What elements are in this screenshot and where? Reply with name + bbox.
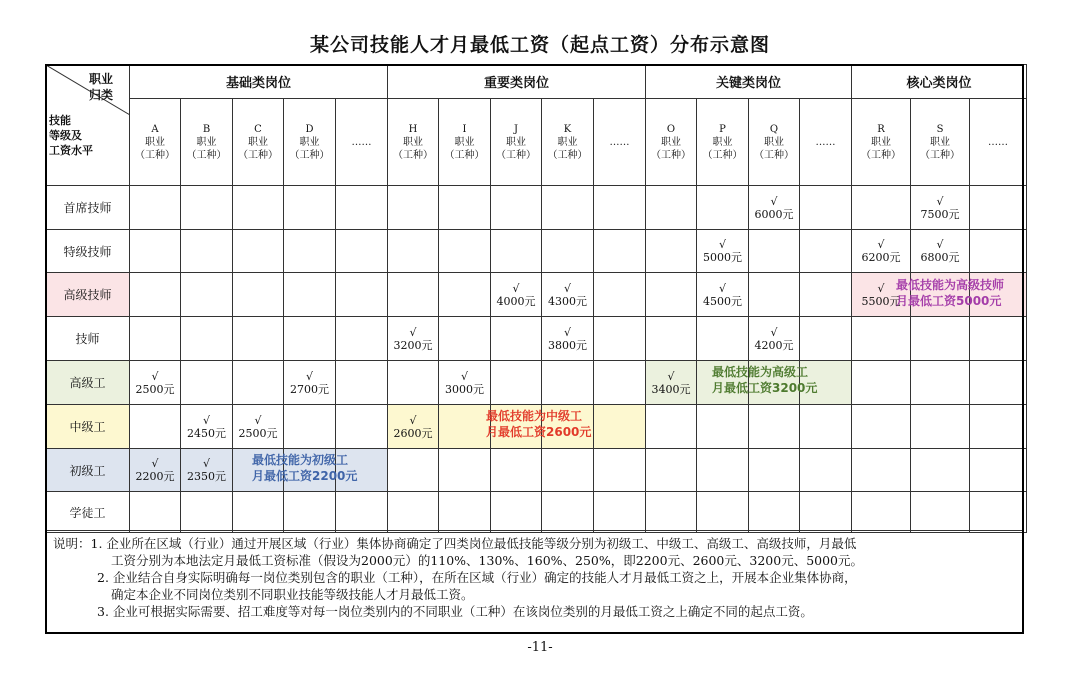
wage-mark: √ 2450元 <box>187 413 226 440</box>
occupation-d: D 职业 （工种） <box>284 99 336 186</box>
group-key: 关键类岗位 <box>646 65 852 99</box>
wage-mark: √ 3200元 <box>393 325 433 352</box>
level-label: 学徒工 <box>46 492 130 533</box>
corner-bottom-label: 技能 等级及 工资水平 <box>49 114 93 157</box>
wage-mark: √ 2500元 <box>238 413 278 440</box>
page-title: 某公司技能人才月最低工资（起点工资）分布示意图 <box>309 34 770 56</box>
note-3: 3. 企业可根据实际需要、招工难度等对每一岗位类别内的不同职业（工种）在该岗位类别的月最低工资之上确定不同的起点工资。 <box>97 604 813 619</box>
occupation-b: B 职业 （工种） <box>181 99 233 186</box>
annotation-key: 最低技能为高级工 月最低工资3200元 <box>712 365 818 395</box>
occupation-i: I 职业 （工种） <box>439 99 491 186</box>
level-label: 中级工 <box>46 405 130 449</box>
wage-mark: √ 4200元 <box>754 325 794 352</box>
wage-mark: √ 2500元 <box>135 369 175 396</box>
group-core: 核心类岗位 <box>852 65 1027 99</box>
corner-top-label: 职业 归类 <box>88 72 113 102</box>
occupation-q: Q 职业 （工种） <box>749 99 800 186</box>
level-label: 高级技师 <box>46 273 130 317</box>
occupation-j: J 职业 （工种） <box>491 99 542 186</box>
group-basic: 基础类岗位 <box>130 65 388 99</box>
wage-mark: √ 7500元 <box>920 194 960 221</box>
wage-mark: √ 5000元 <box>703 238 742 264</box>
wage-mark: √ 4000元 <box>496 281 536 308</box>
occupation-h: H 职业 （工种） <box>388 99 439 186</box>
level-label: 高级工 <box>46 361 130 405</box>
wage-mark: √ 2350元 <box>187 457 226 483</box>
wage-mark: √ 3800元 <box>548 325 587 352</box>
wage-mark: √ 4300元 <box>548 281 587 308</box>
wage-mark: √ 2600元 <box>393 413 433 440</box>
note-1b: 工资分别为本地法定月最低工资标准（假设为2000元）的110%、130%、160%、250%，即2200元、2600元、3200元、5000元。 <box>111 553 864 568</box>
wage-mark: √ 6000元 <box>754 194 794 221</box>
wage-mark: √ 6800元 <box>920 238 960 264</box>
group-important: 重要类岗位 <box>388 65 646 99</box>
wage-mark: √ 2700元 <box>290 369 329 396</box>
annotation-core: 最低技能为高级技师 月最低工资5000元 <box>896 278 1005 308</box>
occupation-ellipsis: …… <box>336 99 388 186</box>
level-label: 首席技师 <box>46 186 130 230</box>
occupation-a: A 职业 （工种） <box>130 99 181 186</box>
level-label: 特级技师 <box>46 230 130 273</box>
occupation-k: K 职业 （工种） <box>542 99 594 186</box>
level-label: 技师 <box>46 317 130 361</box>
occupation-r: R 职业 （工种） <box>852 99 911 186</box>
occupation-c: C 职业 （工种） <box>233 99 284 186</box>
wage-mark: √ 6200元 <box>861 238 901 264</box>
occupation-p: P 职业 （工种） <box>697 99 749 186</box>
occupation-ellipsis: …… <box>800 99 852 186</box>
occupation-s: S 职业 （工种） <box>911 99 970 186</box>
annotation-basic: 最低技能为初级工 月最低工资2200元 <box>252 453 358 483</box>
wage-mark: √ 5500元 <box>861 281 901 308</box>
wage-mark: √ 3400元 <box>651 369 691 396</box>
note-2a: 2. 企业结合自身实际明确每一岗位类别包含的职业（工种），在所在区域（行业）确定的技能人才月最低工资之上，开展本企业集体协商， <box>97 570 857 585</box>
occupation-ellipsis: …… <box>594 99 646 186</box>
wage-mark: √ 2200元 <box>135 457 175 483</box>
wage-mark: √ 3000元 <box>445 369 484 396</box>
note-1a: 说明：1. 企业所在区域（行业）通过开展区域（行业）集体协商确定了四类岗位最低技能等级分别为初级工、中级工、高级工、高级技师，月最低 <box>53 536 857 551</box>
note-2b: 确定本企业不同岗位类别不同职业技能等级技能人才月最低工资。 <box>111 587 474 602</box>
level-label: 初级工 <box>46 449 130 492</box>
wage-mark: √ 4500元 <box>703 281 742 308</box>
occupation-o: O 职业 （工种） <box>646 99 697 186</box>
annotation-important: 最低技能为中级工 月最低工资2600元 <box>486 409 592 439</box>
page-number: -11- <box>527 640 553 655</box>
table-frame <box>45 64 1024 634</box>
occupation-ellipsis: …… <box>970 99 1027 186</box>
